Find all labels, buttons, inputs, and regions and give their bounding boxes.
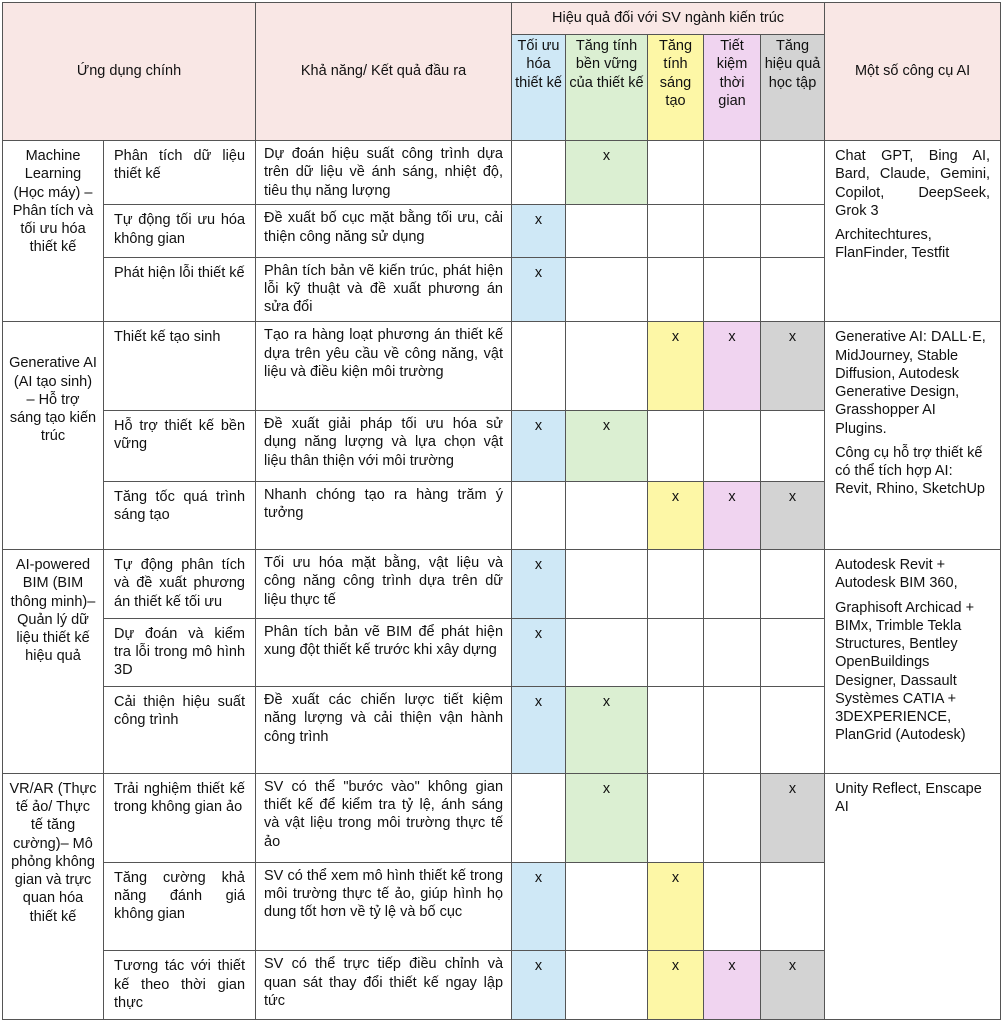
header-sustainability: Tăng tính bền vững của thiết kế (566, 35, 648, 141)
mark-cell: x (704, 951, 761, 1020)
tools-line: Autodesk Revit + Autodesk BIM 360, (835, 557, 958, 592)
mark-cell (648, 550, 704, 619)
mark-cell (566, 205, 648, 257)
output-cell: SV có thể trực tiếp điều chỉnh và quan sát thay đổi thiết kế ngay lập tức (256, 951, 512, 1020)
header-effectiveness: Hiệu quả đối với SV ngành kiến trúc (512, 3, 825, 35)
output-cell: Dự đoán hiệu suất công trình dựa trên dữ liệu về ánh sáng, nhiệt độ, tiêu thụ năng lượng (256, 141, 512, 205)
mark-cell (704, 205, 761, 257)
mark-cell: x (512, 410, 566, 481)
mark-cell (648, 257, 704, 322)
mark-cell (704, 257, 761, 322)
application-cell: Phát hiện lỗi thiết kế (104, 257, 256, 322)
mark-cell: x (648, 322, 704, 411)
tools-line: Unity Reflect, Enscape AI (835, 780, 982, 816)
category-vr-ar: VR/AR (Thực tế ảo/ Thực tế tăng cường)– Mô phỏng không gian và trực quan hóa thiết kế (3, 773, 104, 1019)
mark-cell: x (648, 951, 704, 1020)
output-cell: Tạo ra hàng loạt phương án thiết kế dựa trên yêu cầu về công năng, vật liệu và điều kiện môi trường (256, 322, 512, 411)
tools-line: Architechtures, FlanFinder, Testfit (835, 227, 950, 262)
mark-cell (761, 618, 825, 687)
tools-line: Công cụ hỗ trợ thiết kế có thể tích hợp AI: Revit, Rhino, SketchUp (835, 444, 985, 498)
table-row (3, 141, 1001, 205)
mark-cell: x (566, 773, 648, 862)
mark-cell: x (512, 618, 566, 687)
mark-cell (648, 773, 704, 862)
mark-cell (761, 205, 825, 257)
mark-cell: x (512, 257, 566, 322)
ai-tools-cell (825, 141, 1001, 322)
output-cell: Nhanh chóng tạo ra hàng trăm ý tưởng (256, 481, 512, 550)
table-row (3, 773, 1001, 862)
mark-cell (566, 257, 648, 322)
category-ai-bim: AI-powered BIM (BIM thông minh)– Quản lý dữ liệu thiết kế hiệu quả (3, 550, 104, 774)
mark-cell (761, 862, 825, 951)
mark-cell (704, 550, 761, 619)
tools-line: Generative AI: DALL·E, MidJourney, Stable Diffusion, Autodesk Generative Design, Grasshopper AI Plugins. (835, 329, 986, 437)
mark-cell (648, 410, 704, 481)
mark-cell: x (761, 322, 825, 411)
application-cell: Tương tác với thiết kế theo thời gian thực (104, 951, 256, 1020)
mark-cell (566, 481, 648, 550)
mark-cell (761, 687, 825, 774)
mark-cell: x (648, 862, 704, 951)
mark-cell (512, 481, 566, 550)
header-ai-tools: Một số công cụ AI (825, 3, 1001, 141)
mark-cell: x (512, 205, 566, 257)
mark-cell: x (761, 951, 825, 1020)
mark-cell: x (566, 687, 648, 774)
header-output: Khả năng/ Kết quả đầu ra (256, 3, 512, 141)
mark-cell (566, 862, 648, 951)
application-cell: Dự đoán và kiểm tra lỗi trong mô hình 3D (104, 618, 256, 687)
table-row (3, 322, 1001, 411)
category-machine-learning: Machine Learning (Học máy) – Phân tích và tối ưu hóa thiết kế (3, 141, 104, 322)
mark-cell (648, 618, 704, 687)
mark-cell (704, 618, 761, 687)
application-cell: Tự động tối ưu hóa không gian (104, 205, 256, 257)
application-cell: Phân tích dữ liệu thiết kế (104, 141, 256, 205)
mark-cell: x (761, 481, 825, 550)
output-cell: SV có thể xem mô hình thiết kế trong môi trường thực tế ảo, giúp hình họ dung tốt hơn về tỷ lệ và bố cục (256, 862, 512, 951)
mark-cell (704, 862, 761, 951)
mark-cell (566, 951, 648, 1020)
mark-cell (761, 550, 825, 619)
mark-cell: x (566, 410, 648, 481)
mark-cell: x (761, 773, 825, 862)
application-cell: Tự động phân tích và đề xuất phương án thiết kế tối ưu (104, 550, 256, 619)
mark-cell (512, 322, 566, 411)
application-cell: Trải nghiệm thiết kế trong không gian ảo (104, 773, 256, 862)
header-creativity: Tăng tính sáng tạo (648, 35, 704, 141)
application-cell: Cải thiện hiệu suất công trình (104, 687, 256, 774)
mark-cell (512, 141, 566, 205)
mark-cell: x (704, 481, 761, 550)
mark-cell (704, 410, 761, 481)
mark-cell: x (566, 141, 648, 205)
output-cell: Đề xuất giải pháp tối ưu hóa sử dụng năng lượng và lựa chọn vật liệu thân thiện với môi trường (256, 410, 512, 481)
output-cell: Đề xuất các chiến lược tiết kiệm năng lượng và cải thiện vận hành công trình (256, 687, 512, 774)
mark-cell (648, 141, 704, 205)
mark-cell: x (512, 550, 566, 619)
mark-cell: x (512, 862, 566, 951)
tools-line: Chat GPT, Bing AI, Bard, Claude, Gemini, Copilot, DeepSeek, Grok 3 (835, 148, 991, 219)
mark-cell (648, 205, 704, 257)
ai-tools-cell (825, 550, 1001, 774)
mark-cell (704, 687, 761, 774)
mark-cell (761, 410, 825, 481)
ai-applications-table (2, 2, 1001, 1020)
mark-cell (566, 550, 648, 619)
header-save-time: Tiết kiệm thời gian (704, 35, 761, 141)
mark-cell (761, 257, 825, 322)
mark-cell (704, 773, 761, 862)
mark-cell: x (512, 951, 566, 1020)
application-cell: Thiết kế tạo sinh (104, 322, 256, 411)
output-cell: Đề xuất bố cục mặt bằng tối ưu, cải thiện công năng sử dụng (256, 205, 512, 257)
category-generative-ai: Generative AI (AI tạo sinh) – Hỗ trợ sáng tạo kiến trúc (3, 322, 104, 550)
table-row (3, 550, 1001, 619)
mark-cell: x (512, 687, 566, 774)
mark-cell (566, 618, 648, 687)
output-cell: Phân tích bản vẽ BIM để phát hiện xung đột thiết kế trước khi xây dựng (256, 618, 512, 687)
output-cell: Phân tích bản vẽ kiến trúc, phát hiện lỗi kỹ thuật và đề xuất phương án sửa đổi (256, 257, 512, 322)
header-optimize-design: Tối ưu hóa thiết kế (512, 35, 566, 141)
header-main-application: Ứng dụng chính (3, 3, 256, 141)
ai-tools-cell (825, 322, 1001, 550)
application-cell: Tăng cường khả năng đánh giá không gian (104, 862, 256, 951)
application-cell: Hỗ trợ thiết kế bền vững (104, 410, 256, 481)
ai-tools-cell (825, 773, 1001, 1019)
header-learning-efficiency: Tăng hiệu quả học tập (761, 35, 825, 141)
mark-cell (512, 773, 566, 862)
output-cell: SV có thể "bước vào" không gian thiết kế để kiểm tra tỷ lệ, ánh sáng và vật liệu trong môi trường thực tế ảo (256, 773, 512, 862)
mark-cell: x (704, 322, 761, 411)
mark-cell: x (648, 481, 704, 550)
mark-cell (648, 687, 704, 774)
mark-cell (761, 141, 825, 205)
tools-line: Graphisoft Archicad + BIMx, Trimble Tekla Structures, Bentley OpenBuildings Designer, Dassault Systèmes CATIA + 3DEXPERIENCE, PlanGrid (Autodesk) (835, 599, 975, 744)
application-cell: Tăng tốc quá trình sáng tạo (104, 481, 256, 550)
mark-cell (566, 322, 648, 411)
mark-cell (704, 141, 761, 205)
output-cell: Tối ưu hóa mặt bằng, vật liệu và công năng công trình dựa trên dữ liệu thực tế (256, 550, 512, 619)
